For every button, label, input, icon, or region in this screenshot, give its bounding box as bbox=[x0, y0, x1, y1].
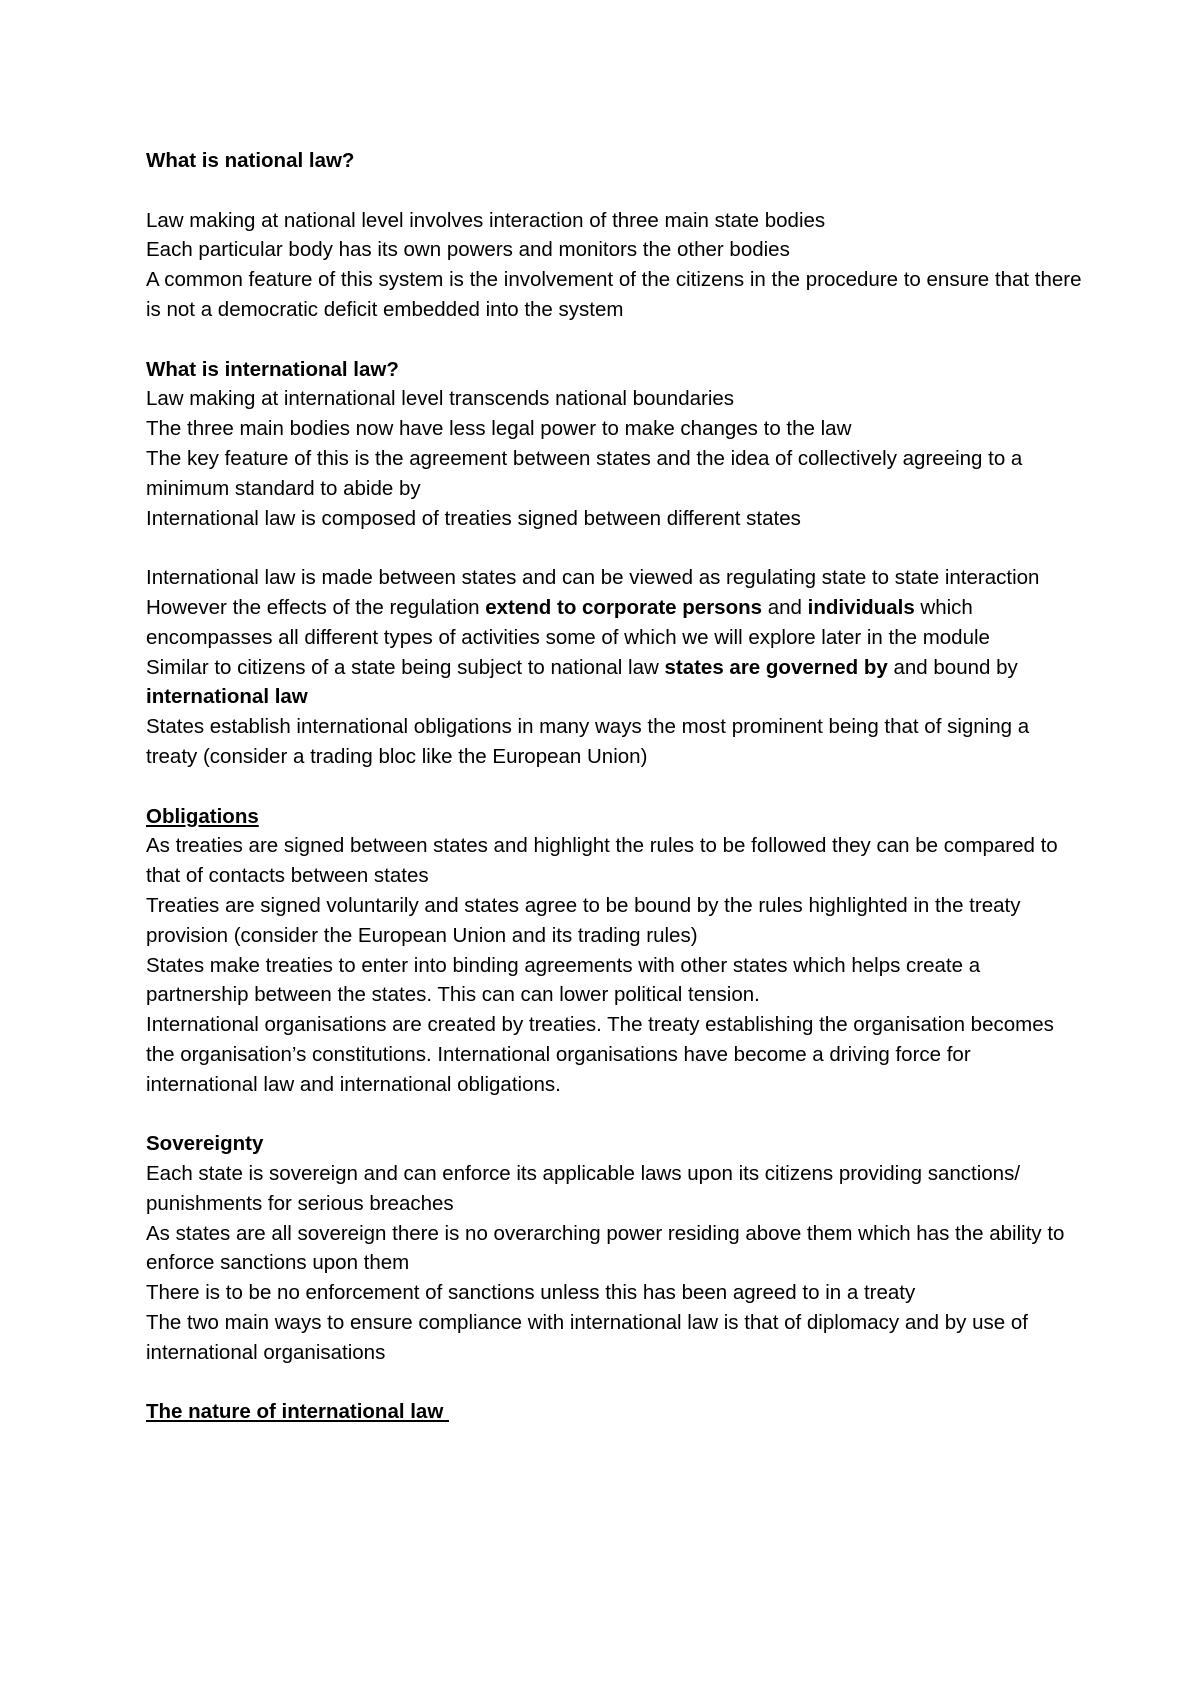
paragraph: States make treaties to enter into binding agreements with other states which helps create a partnership between the states. This can can lower political tension. bbox=[146, 953, 981, 1007]
blank-line bbox=[146, 1100, 1086, 1130]
text-run: Similar to citizens of a state being subject to national law bbox=[146, 655, 665, 679]
paragraph: As treaties are signed between states and highlight the rules to be followed they can be compared to that of contacts between states bbox=[146, 834, 1058, 888]
paragraph: As states are all sovereign there is no overarching power residing above them which has the ability to enforce sanctions upon them bbox=[146, 1221, 1065, 1275]
blank-line bbox=[146, 1368, 1086, 1398]
text-run: and bound by bbox=[887, 655, 1018, 679]
heading-international-law: What is international law? bbox=[146, 357, 399, 381]
paragraph: The three main bodies now have less legal power to make changes to the law bbox=[146, 417, 852, 441]
paragraph: The two main ways to ensure compliance with international law is that of diplomacy and by use of international organisations bbox=[146, 1311, 1028, 1364]
paragraph: Law making at international level transcends national boundaries bbox=[146, 387, 735, 411]
heading-sovereignty: Sovereignty bbox=[146, 1132, 264, 1156]
heading-obligations: Obligations bbox=[146, 804, 259, 828]
paragraph: A common feature of this system is the involvement of the citizens in the procedure to ensure that there is not a democratic deficit embedded into the system bbox=[146, 268, 1082, 321]
paragraph: States establish international obligations in many ways the most prominent being that of signing a treaty (consider a trading bloc like the European Union) bbox=[146, 715, 1030, 768]
paragraph: Each particular body has its own powers and monitors the other bodies bbox=[146, 238, 790, 262]
blank-line bbox=[146, 325, 1086, 355]
bold-run: states are governed by bbox=[664, 655, 888, 679]
paragraph: International organisations are created by treaties. The treaty establishing the organisation becomes the organisation’s constitutions. International organisations have become a driving force for international law and international obligations. bbox=[146, 1013, 1054, 1096]
blank-line bbox=[146, 176, 1086, 206]
heading-nature-of-international-law: The nature of international law bbox=[146, 1400, 449, 1424]
paragraph: International law is composed of treaties signed between different states bbox=[146, 506, 801, 530]
paragraph: Law making at national level involves interaction of three main state bodies bbox=[146, 208, 826, 232]
text-run: which encompasses all different types of activities some of which we will explore later in the module bbox=[146, 595, 990, 649]
paragraph: Treaties are signed voluntarily and states agree to be bound by the rules highlighted in the treaty provision (consider the European Union and its trading rules) bbox=[146, 893, 1021, 947]
blank-line bbox=[146, 772, 1086, 802]
paragraph-mixed bbox=[146, 653, 1086, 713]
document-body bbox=[146, 146, 1086, 1427]
heading-national-law: What is national law? bbox=[146, 149, 355, 172]
paragraph: There is to be no enforcement of sanctions unless this has been agreed to in a treaty bbox=[146, 1281, 916, 1305]
blank-line bbox=[146, 533, 1086, 563]
bold-run: international law bbox=[146, 685, 308, 709]
paragraph: Each state is sovereign and can enforce its applicable laws upon its citizens providing sanctions/ punishments for serious breaches bbox=[146, 1162, 1021, 1215]
paragraph: International law is made between states and can be viewed as regulating state to state interaction bbox=[146, 566, 1040, 590]
paragraph: The key feature of this is the agreement between states and the idea of collectively agreeing to a minimum standard to abide by bbox=[146, 446, 1023, 500]
bold-run: extend to corporate persons bbox=[485, 595, 763, 619]
text-run: However the effects of the regulation bbox=[146, 595, 486, 619]
bold-run: individuals bbox=[807, 595, 915, 619]
text-run: and bbox=[762, 595, 808, 619]
paragraph-mixed bbox=[146, 593, 1086, 653]
